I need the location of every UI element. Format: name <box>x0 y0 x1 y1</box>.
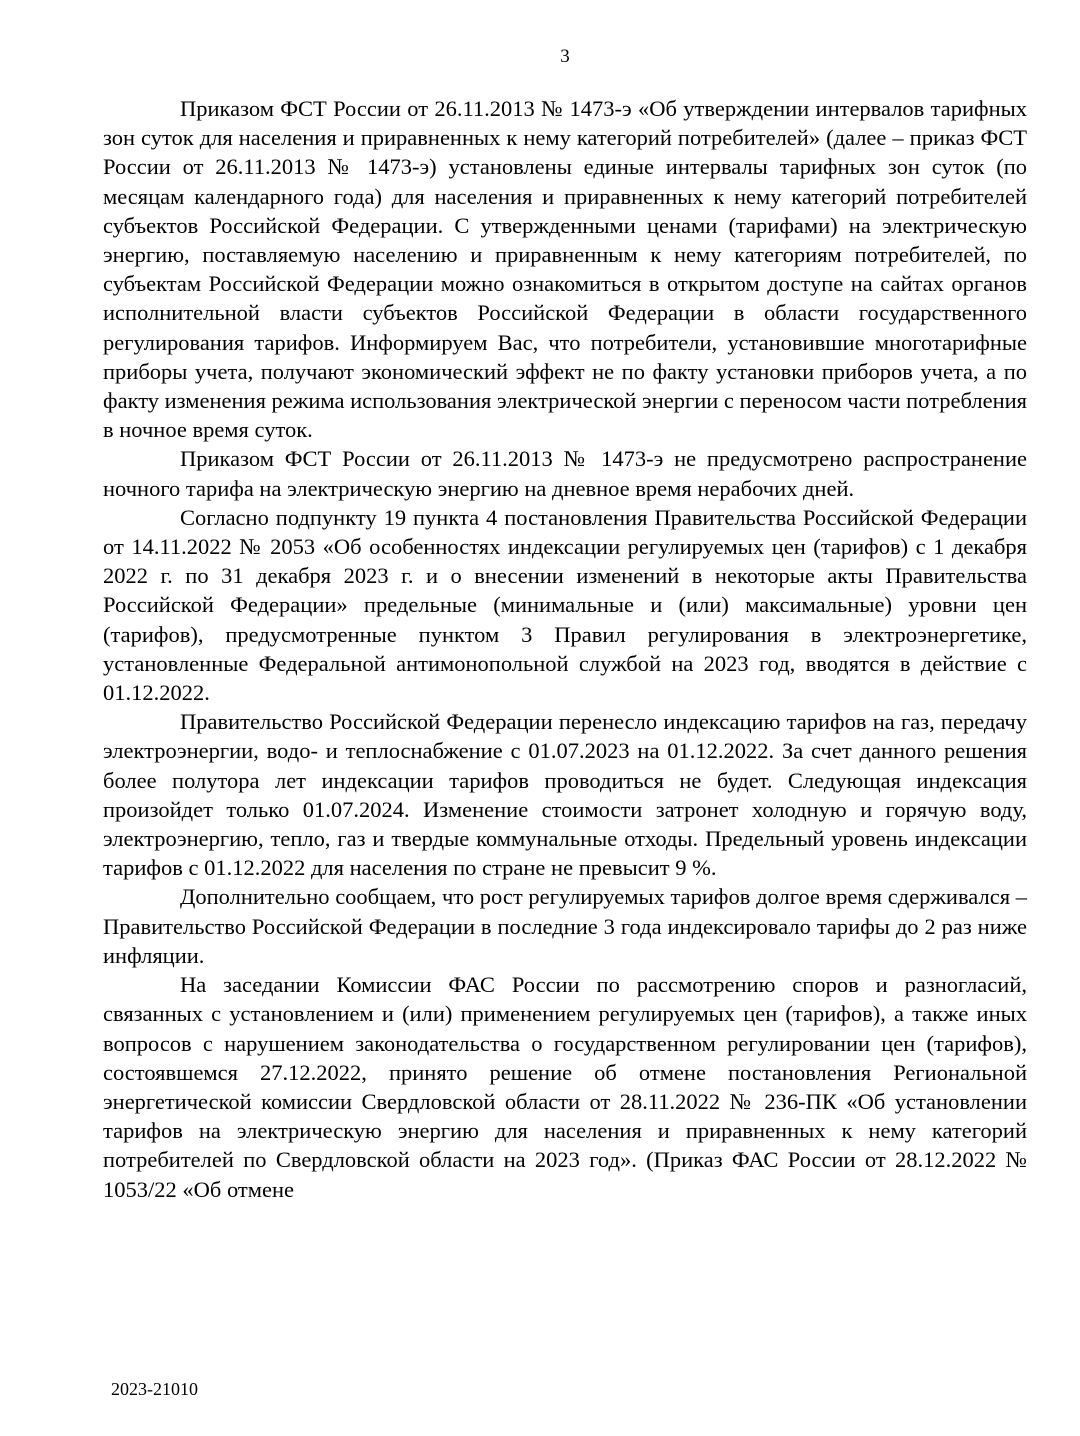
page-number: 3 <box>560 46 570 67</box>
paragraph: На заседании Комиссии ФАС России по рассмотрению споров и разногласий, связанных с установлением и (или) применением регулируемых цен (тарифов), а также иных вопросов с нарушением законодательства о государственном регулировании цен (тарифов), состоявшемся 27.12.2022, принято решение об отмене постановления Региональной энергетической комиссии Свердловской области от 28.11.2022 № 236-ПК «Об установлении тарифов на электрическую энергию для населения и приравненных к нему категорий потребителей по Свердловской области на 2023 год». (Приказ ФАС России от 28.12.2022 № 1053/22 «Об отмене <box>103 972 1027 1202</box>
paragraph: Дополнительно сообщаем, что рост регулируемых тарифов долгое время сдерживался – Правительство Российской Федерации в последние 3 года индексировало тарифы до 2 раз ниже инфляции. <box>103 884 1027 968</box>
paragraph: Приказом ФСТ России от 26.11.2013 № 1473-э «Об утверждении интервалов тарифных зон суток для населения и приравненных к нему категорий потребителей» (далее – приказ ФСТ России от 26.11.2013 № 1473-э) установлены единые интервалы тарифных зон суток (по месяцам календарного года) для населения и приравненных к нему категорий потребителей субъектов Российской Федерации. С утвержденными ценами (тарифами) на электрическую энергию, поставляемую населению и приравненным к нему категориям потребителей, по субъектам Российской Федерации можно ознакомиться в открытом доступе на сайтах органов исполнительной власти субъектов Российской Федерации в области государственного регулирования тарифов. Информируем Вас, что потребители, установившие многотарифные приборы учета, получают экономический эффект не по факту установки приборов учета, а по факту изменения режима использования электрической энергии с переносом части потребления в ночное время суток. <box>103 96 1027 443</box>
document-body <box>103 94 1027 1204</box>
paragraph: Приказом ФСТ России от 26.11.2013 № 1473-э не предусмотрено распространение ночного тарифа на электрическую энергию на дневное время нерабочих дней. <box>103 446 1027 501</box>
document-registration-number: 2023-21010 <box>111 1379 198 1399</box>
paragraph: Правительство Российской Федерации перенесло индексацию тарифов на газ, передачу электроэнергии, водо- и теплоснабжение с 01.07.2023 на 01.12.2022. За счет данного решения более полутора лет индексации тарифов проводиться не будет. Следующая индексация произойдет только 01.07.2024. Изменение стоимости затронет холодную и горячую воду, электроэнергию, тепло, газ и твердые коммунальные отходы. Предельный уровень индексации тарифов с 01.12.2022 для населения по стране не превысит 9 %. <box>103 709 1027 881</box>
paragraph: Согласно подпункту 19 пункта 4 постановления Правительства Российской Федерации от 14.11.2022 № 2053 «Об особенностях индексации регулируемых цен (тарифов) с 1 декабря 2022 г. по 31 декабря 2023 г. и о внесении изменений в некоторые акты Правительства Российской Федерации» предельные (минимальные и (или) максимальные) уровни цен (тарифов), предусмотренные пунктом 3 Правил регулирования в электроэнергетике, установленные Федеральной антимонопольной службой на 2023 год, вводятся в действие с 01.12.2022. <box>103 504 1027 706</box>
